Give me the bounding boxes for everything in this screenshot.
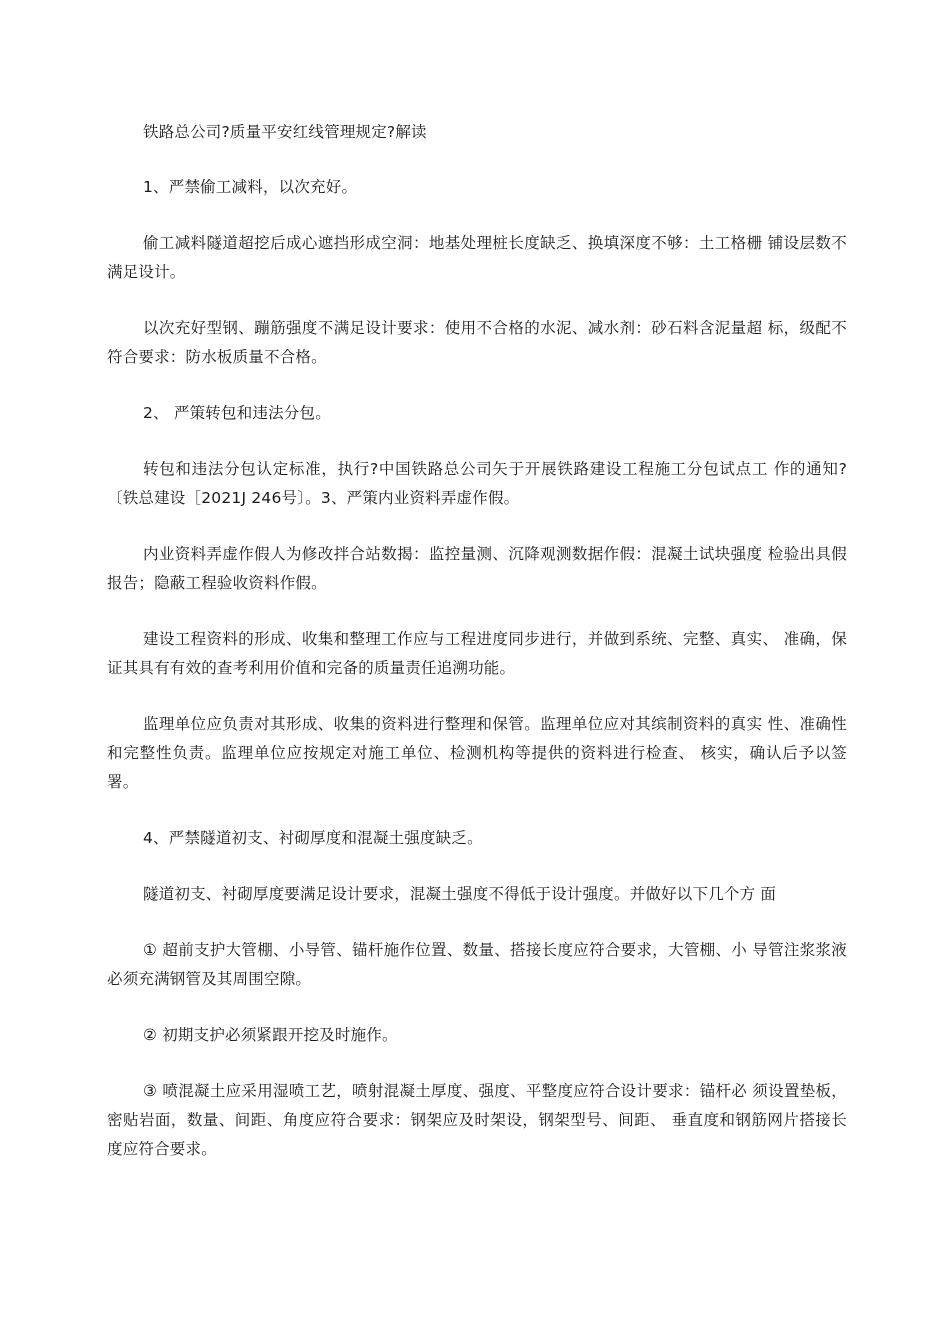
document-title: 铁路总公司?质量平安红线管理规定?解读 (143, 123, 427, 141)
document-body (107, 118, 847, 1191)
section-heading-1: 1、严禁偷工减料，以次充好。 (143, 178, 358, 196)
section-heading-4: 4、严禁隧道初支、衬砌厚度和混凝土强度缺乏。 (143, 829, 483, 847)
paragraph: 以次充好型钢、蹦筋强度不满足设计要求：使用不合格的水泥、减水剂：砂石料含泥量超 标，级配不符合要求：防水板质量不合格。 (107, 319, 847, 366)
section-heading-2: 2、 严策转包和违法分包。 (143, 404, 331, 422)
list-item: ① 超前支护大管棚、小导管、锚杆施作位置、数量、搭接长度应符合要求，大管棚、小 导管注浆浆液必须充满钢管及其周围空隙。 (107, 941, 847, 988)
paragraph: 转包和违法分包认定标准，执行?中国铁路总公司矢于开展铁路建设工程施工分包试点工 作的通知?〔铁总建设［2021J 246号〕。3、严策内业资料弄虚作假。 (107, 460, 847, 507)
paragraph: 隧道初支、衬砌厚度要满足设计要求，混凝土强度不得低于设计强度。并做好以下几个方 面 (143, 885, 777, 903)
list-item: ② 初期支护必须紧跟开挖及时施作。 (143, 1026, 398, 1044)
paragraph: 偷工减料隧道超挖后成心遮挡形成空洞：地基处理桩长度缺乏、换填深度不够：土工格栅 铺设层数不满足设计。 (107, 234, 847, 281)
paragraph: 监理单位应负责对其形成、收集的资料进行整理和保管。监理单位应对其缤制资料的真实 性、准确性和完整性负责。监理单位应按规定对施工单位、检测机构等提供的资料进行检查、 核实，确认后予以签署。 (107, 715, 847, 791)
paragraph: 内业资料弄虚作假人为修改拌合站数揭：监控量测、沉降观测数据作假：混凝土试块强度 检验出具假报告；隐蔽工程验收资料作假。 (107, 545, 847, 592)
paragraph: 建设工程资料的形成、收集和整理工作应与工程进度同步进行，并做到系统、完整、真实、 准确，保证其具有有效的查考利用价值和完备的质量责任追溯功能。 (107, 630, 847, 677)
list-item: ③ 喷混凝土应采用湿喷工艺，喷射混凝土厚度、强度、平整度应符合设计要求：锚杆必 须设置垫板，密贴岩面，数量、间距、角度应符合要求：钢架应及时架设，钢架型号、间距、 垂直度和钢筋网片搭接长度应符合要求。 (107, 1082, 847, 1158)
